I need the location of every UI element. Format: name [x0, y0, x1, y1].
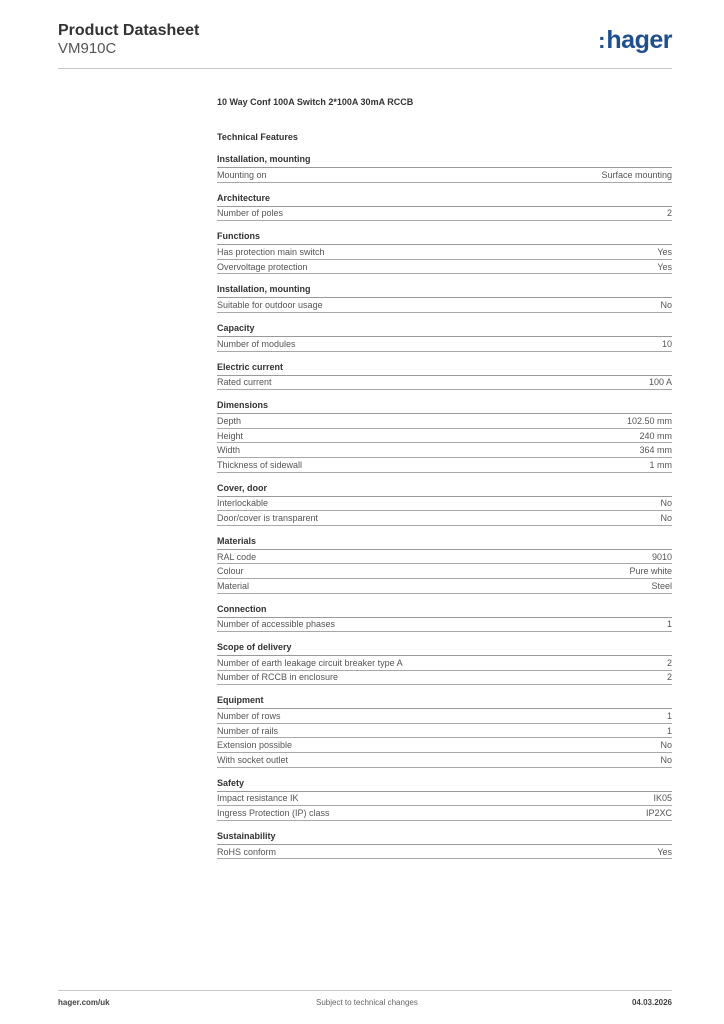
feature-row: [217, 429, 672, 444]
feature-value: 10: [661, 338, 672, 349]
section-title: Capacity: [217, 323, 672, 337]
feature-label: With socket outlet: [217, 754, 289, 765]
feature-value: No: [660, 300, 672, 311]
feature-row: [217, 579, 672, 594]
feature-value: 2: [666, 672, 672, 683]
feature-value: 1: [666, 619, 672, 630]
feature-row: [217, 845, 672, 860]
feature-value: IP2XC: [645, 808, 672, 819]
feature-value: No: [660, 754, 672, 765]
document-title: Product Datasheet: [58, 22, 200, 39]
footer-notice: Subject to technical changes: [316, 998, 418, 1007]
feature-value: Steel: [651, 580, 672, 591]
feature-section: [217, 536, 672, 594]
feature-row: [217, 671, 672, 686]
feature-row: [217, 497, 672, 512]
feature-label: Height: [217, 430, 244, 441]
feature-value: Surface mounting: [601, 169, 672, 180]
datasheet-content: [217, 97, 672, 869]
feature-label: Impact resistance IK: [217, 793, 299, 804]
technical-features-heading: Technical Features: [217, 132, 298, 142]
feature-value: No: [660, 512, 672, 523]
feature-row: [217, 806, 672, 821]
section-title: Installation, mounting: [217, 154, 672, 168]
feature-row: [217, 618, 672, 633]
feature-section: [217, 831, 672, 860]
hager-logo: :hager: [598, 26, 672, 54]
feature-value: 1: [666, 711, 672, 722]
feature-value: No: [660, 740, 672, 751]
section-title: Architecture: [217, 193, 672, 207]
section-title: Cover, door: [217, 483, 672, 497]
feature-value: 364 mm: [639, 445, 672, 456]
feature-label: Number of rows: [217, 711, 281, 722]
section-title: Materials: [217, 536, 672, 550]
feature-value: 1: [666, 725, 672, 736]
feature-value: 240 mm: [639, 430, 672, 441]
feature-section: [217, 400, 672, 472]
feature-row: [217, 564, 672, 579]
logo-text: hager: [606, 26, 672, 54]
feature-row: [217, 245, 672, 260]
feature-label: Number of RCCB in enclosure: [217, 672, 339, 683]
feature-label: Colour: [217, 566, 244, 577]
page-header: [58, 22, 672, 58]
feature-value: 2: [666, 657, 672, 668]
section-title: Safety: [217, 778, 672, 792]
feature-label: Number of poles: [217, 208, 284, 219]
feature-row: [217, 414, 672, 429]
footer-divider: [58, 990, 672, 991]
feature-label: Number of modules: [217, 338, 296, 349]
feature-label: Interlockable: [217, 498, 269, 509]
feature-section: [217, 284, 672, 313]
feature-value: Pure white: [629, 566, 672, 577]
section-title: Scope of delivery: [217, 642, 672, 656]
feature-row: [217, 738, 672, 753]
section-title: Functions: [217, 231, 672, 245]
feature-row: [217, 753, 672, 768]
feature-row: [217, 656, 672, 671]
feature-section: [217, 362, 672, 391]
feature-label: Mounting on: [217, 169, 267, 180]
feature-label: Ingress Protection (IP) class: [217, 808, 330, 819]
product-description: 10 Way Conf 100A Switch 2*100A 30mA RCCB: [217, 97, 414, 107]
feature-label: Material: [217, 580, 250, 591]
section-title: Sustainability: [217, 831, 672, 845]
feature-section: [217, 193, 672, 222]
feature-value: 100 A: [648, 377, 672, 388]
feature-label: Rated current: [217, 377, 272, 388]
feature-row: [217, 709, 672, 724]
feature-row: [217, 168, 672, 183]
feature-value: 1 mm: [649, 459, 672, 470]
feature-row: [217, 337, 672, 352]
feature-value: 102.50 mm: [626, 415, 672, 426]
feature-value: Yes: [657, 246, 672, 257]
feature-row: [217, 376, 672, 391]
feature-row: [217, 511, 672, 526]
feature-row: [217, 207, 672, 222]
feature-section: [217, 695, 672, 767]
feature-label: Overvoltage protection: [217, 261, 308, 272]
section-title: Dimensions: [217, 400, 672, 414]
feature-label: Has protection main switch: [217, 246, 325, 257]
feature-label: Number of accessible phases: [217, 619, 336, 630]
feature-section: [217, 642, 672, 685]
feature-row: [217, 550, 672, 565]
feature-row: [217, 458, 672, 473]
feature-label: Thickness of sidewall: [217, 459, 303, 470]
feature-sections: [217, 154, 672, 859]
feature-label: Suitable for outdoor usage: [217, 300, 323, 311]
feature-value: No: [660, 498, 672, 509]
feature-value: Yes: [657, 846, 672, 857]
feature-label: Number of rails: [217, 725, 279, 736]
product-code: VM910C: [58, 40, 117, 57]
section-title: Electric current: [217, 362, 672, 376]
feature-label: RAL code: [217, 551, 257, 562]
feature-section: [217, 483, 672, 526]
footer-website[interactable]: hager.com/uk: [58, 998, 110, 1007]
feature-row: [217, 724, 672, 739]
feature-label: Extension possible: [217, 740, 293, 751]
feature-section: [217, 231, 672, 274]
feature-section: [217, 604, 672, 633]
feature-value: IK05: [653, 793, 672, 804]
feature-label: Door/cover is transparent: [217, 512, 319, 523]
feature-value: 2: [666, 208, 672, 219]
section-title: Installation, mounting: [217, 284, 672, 298]
section-title: Connection: [217, 604, 672, 618]
feature-value: 9010: [651, 551, 672, 562]
section-title: Equipment: [217, 695, 672, 709]
feature-row: [217, 298, 672, 313]
feature-label: Number of earth leakage circuit breaker type A: [217, 657, 403, 668]
feature-section: [217, 323, 672, 352]
feature-label: Depth: [217, 415, 242, 426]
feature-row: [217, 260, 672, 275]
footer-date: 04.03.2026: [631, 998, 672, 1007]
feature-section: [217, 154, 672, 183]
feature-row: [217, 792, 672, 807]
header-divider: [58, 68, 672, 69]
feature-value: Yes: [657, 261, 672, 272]
feature-label: Width: [217, 445, 241, 456]
feature-label: RoHS conform: [217, 846, 277, 857]
feature-section: [217, 778, 672, 821]
feature-row: [217, 443, 672, 458]
